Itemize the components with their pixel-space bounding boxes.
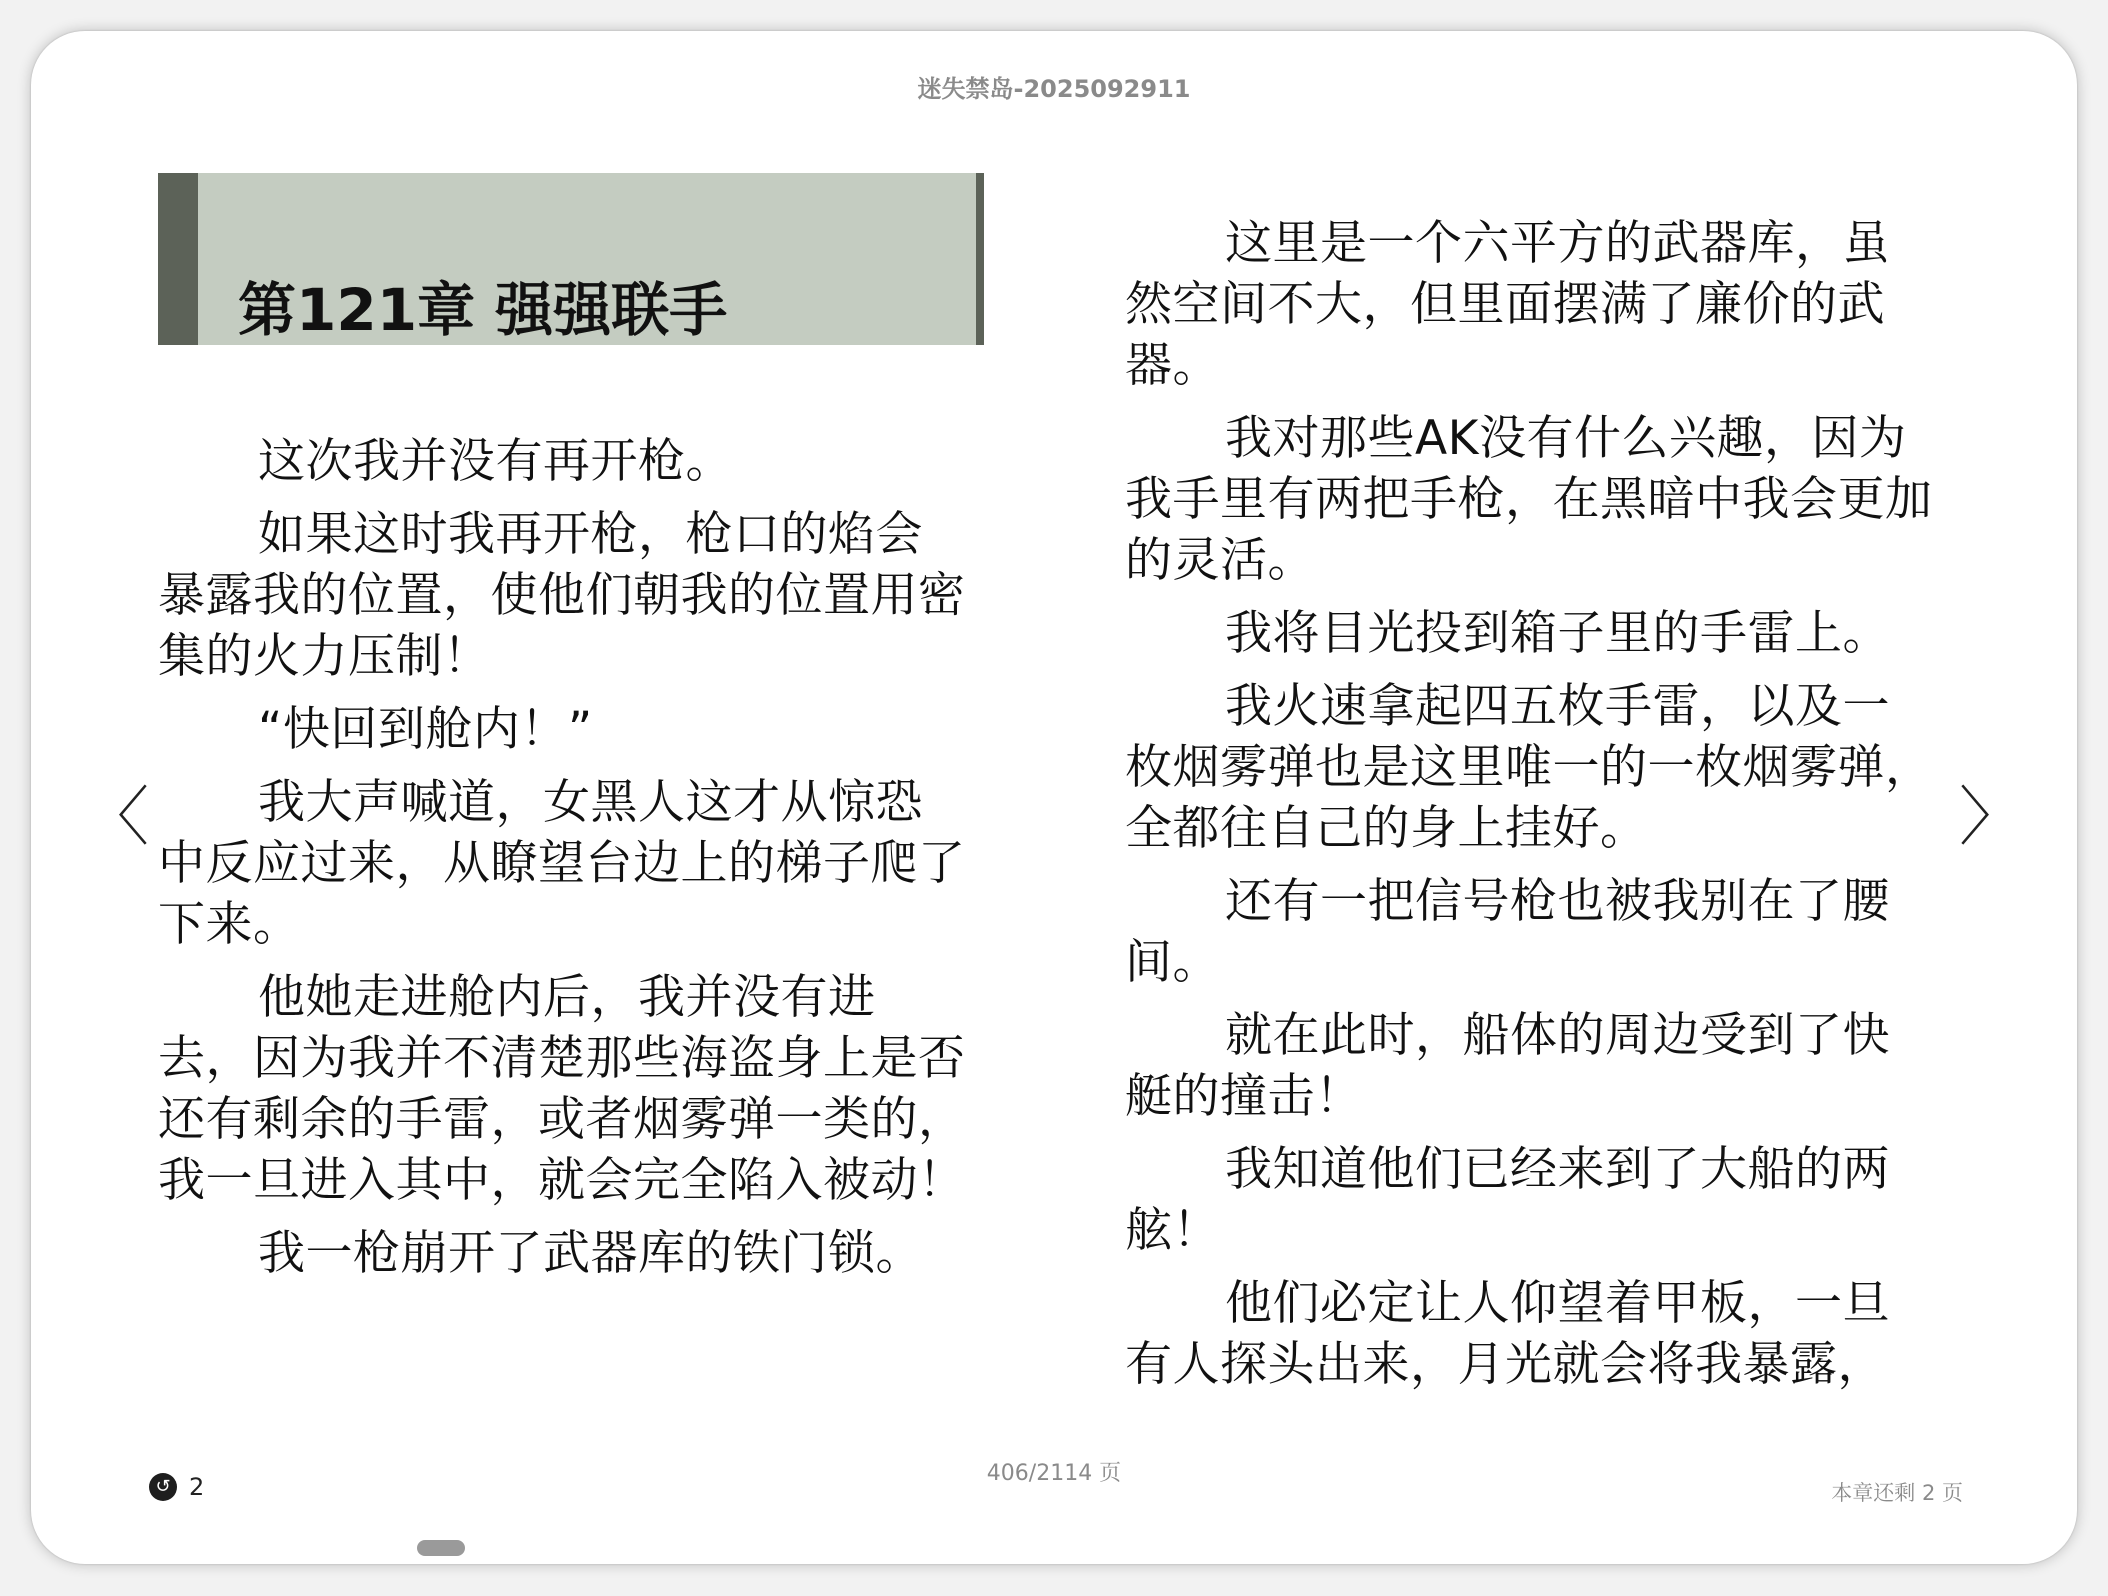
paragraph: 我知道他们已经来到了大船的两舷！: [1125, 1142, 1890, 1258]
right-page-text: [1125, 213, 1935, 1407]
chapter-title: 第121章 强强联手: [238, 276, 728, 344]
paragraph: 他们必定让人仰望着甲板，一旦有人探头出来，月光就会将我暴露，: [1125, 1276, 1890, 1392]
paragraph: 还有一把信号枪也被我别在了腰间。: [1125, 874, 1890, 990]
next-page-button[interactable]: 〉: [1959, 781, 2023, 855]
paragraph: 我火速拿起四五枚手雷，以及一枚烟雾弹也是这里唯一的一枚烟雾弹，全都往自己的身上挂好。: [1125, 679, 1933, 856]
sync-count: 2: [189, 1473, 205, 1501]
page-counter: 406/2114 页: [986, 1461, 1122, 1486]
book-title: 迷失禁岛-2025092911: [917, 75, 1191, 103]
paragraph: 我将目光投到箱子里的手雷上。: [1225, 606, 1890, 661]
chapter-banner: [158, 173, 984, 345]
sync-icon: ↺: [149, 1473, 177, 1501]
home-indicator[interactable]: [417, 1540, 465, 1556]
paragraph: 我对那些AK没有什么兴趣，因为我手里有两把手枪，在黑暗中我会更加的灵活。: [1125, 411, 1933, 588]
paragraph: 他她走进舱内后，我并没有进去，因为我并不清楚那些海盗身上是否还有剩余的手雷，或者烟雾弹一类的，我一旦进入其中，就会完全陷入被动！: [158, 970, 966, 1208]
paragraph: 这次我并没有再开枪。: [258, 434, 733, 489]
paragraph: 就在此时，船体的周边受到了快艇的撞击！: [1125, 1008, 1890, 1124]
paragraph: 如果这时我再开枪，枪口的焰会暴露我的位置，使他们朝我的位置用密集的火力压制！: [158, 507, 966, 684]
paragraph: “快回到舱内！”: [258, 702, 593, 757]
reader-window: [31, 31, 2077, 1564]
left-page-text: [158, 431, 968, 1296]
previous-page-button[interactable]: 〈: [85, 781, 149, 855]
paragraph: 我一枪崩开了武器库的铁门锁。: [258, 1226, 923, 1281]
chapter-remaining: 本章还剩 2 页: [1831, 1481, 1963, 1505]
paragraph: 我大声喊道，女黑人这才从惊恐中反应过来，从瞭望台边上的梯子爬了下来。: [158, 775, 966, 952]
paragraph: 这里是一个六平方的武器库，虽然空间不大，但里面摆满了廉价的武器。: [1125, 216, 1890, 393]
